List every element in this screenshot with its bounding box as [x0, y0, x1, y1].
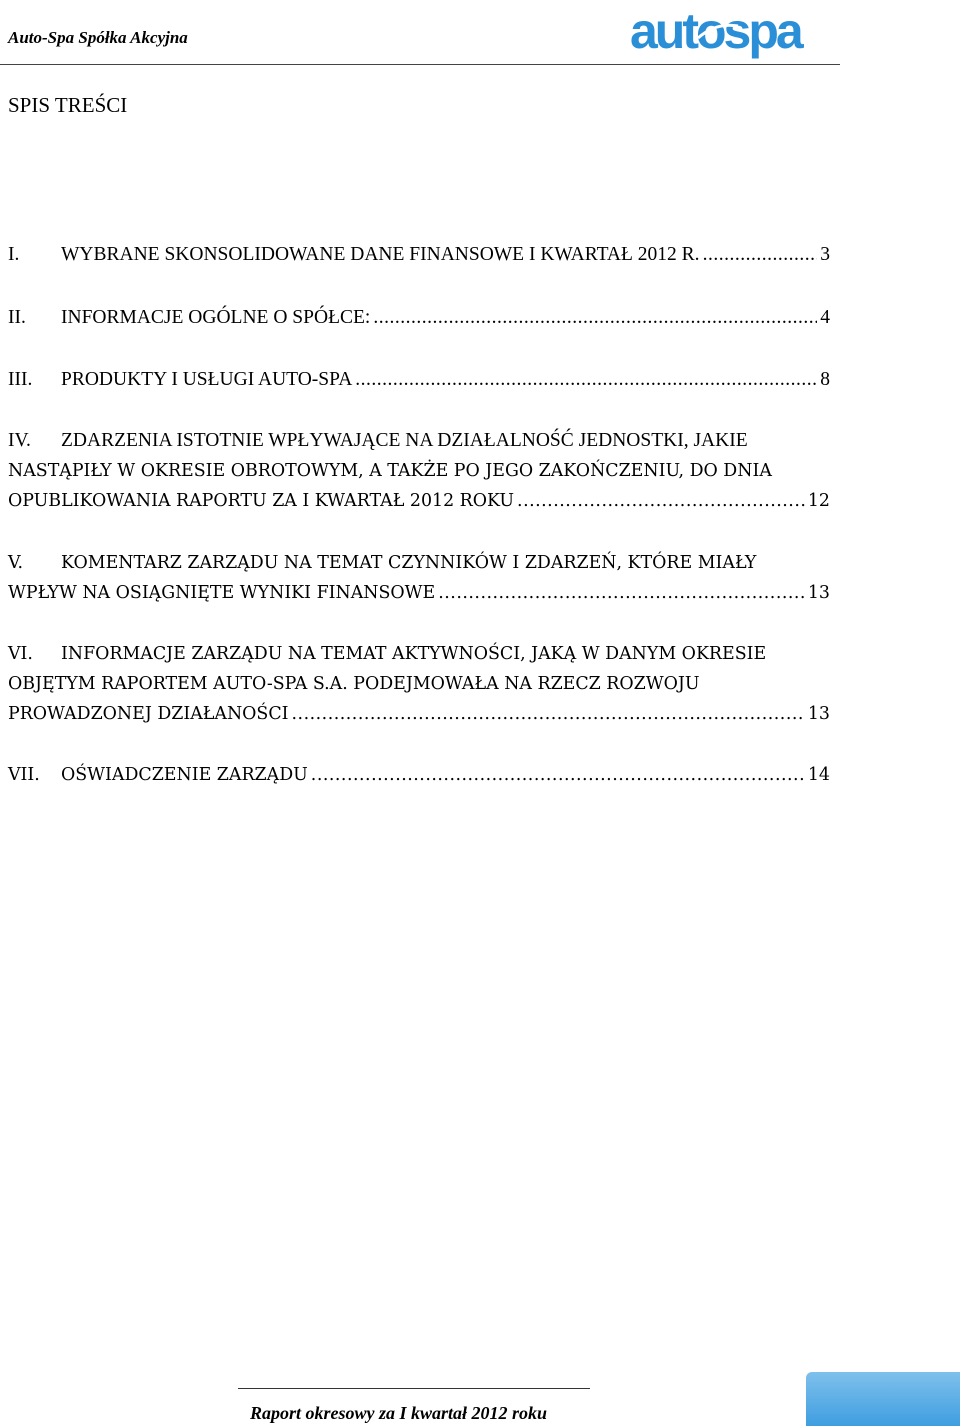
toc-entry-title: PRODUKTY I USŁUGI AUTO-SPA [61, 369, 353, 390]
dot-leader [517, 486, 805, 516]
footer-divider [238, 1388, 590, 1389]
toc-entry-title-continued: NASTĄPIŁY W OKRESIE OBROTOWYM, A TAKŻE PO JEGO ZAKOŃCZENIU, DO DNIA [8, 461, 772, 481]
header-divider [0, 64, 840, 65]
toc-entry-title: INFORMACJE ZARZĄDU NA TEMAT AKTYWNOŚCI, JAKĄ W DANYM OKRESIE [61, 644, 767, 664]
toc-entry-1[interactable] [8, 240, 830, 270]
toc-entry-3[interactable] [8, 365, 830, 395]
dot-leader [292, 699, 805, 729]
autospa-logo [628, 4, 824, 68]
toc-entry-page: 3 [820, 244, 830, 265]
dot-leader [355, 365, 817, 395]
toc-entry-title: INFORMACJE OGÓLNE O SPÓŁCE: [61, 307, 371, 328]
toc-entry-page: 13 [807, 583, 830, 603]
toc-entry-title-continued: PROWADZONEJ DZIAŁANOŚCI [8, 704, 289, 724]
toc-entry-page: 13 [807, 704, 830, 724]
toc-entry-6[interactable] [8, 639, 830, 729]
dot-leader [373, 303, 817, 333]
toc-entry-page: 8 [820, 369, 830, 390]
toc-entry-7[interactable] [8, 760, 830, 790]
toc-entry-page: 4 [820, 307, 830, 328]
dot-leader [311, 760, 805, 790]
footer-corner-tab [806, 1372, 960, 1426]
toc-entry-number: III. [8, 369, 33, 390]
toc-entry-number: V. [8, 553, 24, 573]
dot-leader [703, 240, 818, 270]
toc-entry-number: I. [8, 244, 20, 265]
toc-entry-number: VII. [8, 765, 40, 785]
logo-wordmark: autospa [630, 4, 801, 59]
toc-entry-5[interactable] [8, 548, 830, 608]
toc-entry-page: 14 [807, 765, 830, 785]
toc-title: SPIS TREŚCI [8, 93, 128, 117]
toc-entry-number: II. [8, 307, 26, 328]
toc-entry-title: ZDARZENIA ISTOTNIE WPŁYWAJĄCE NA DZIAŁALNOŚĆ JEDNOSTKI, JAKIE [61, 430, 748, 451]
toc-entry-4[interactable] [8, 426, 830, 516]
autospa-logo-graphic [628, 4, 824, 68]
toc-entry-title-continued: WPŁYW NA OSIĄGNIĘTE WYNIKI FINANSOWE [8, 583, 436, 603]
footer-report-title: Raport okresowy za I kwartał 2012 roku [250, 1403, 548, 1423]
toc-entry-number: VI. [8, 644, 33, 664]
toc-entry-2[interactable] [8, 303, 830, 333]
toc-entry-number: IV. [8, 430, 31, 451]
toc-entry-title-continued: OPUBLIKOWANIA RAPORTU ZA I KWARTAŁ 2012 ROKU [8, 491, 515, 511]
toc-entry-title: OŚWIADCZENIE ZARZĄDU [61, 765, 308, 785]
toc-entry-title: WYBRANE SKONSOLIDOWANE DANE FINANSOWE I KWARTAŁ 2012 R. [61, 244, 700, 265]
dot-leader [438, 578, 805, 608]
toc-entry-page: 12 [807, 491, 830, 511]
company-name: Auto-Spa Spółka Akcyjna [8, 28, 188, 47]
toc-entry-title-continued: OBJĘTYM RAPORTEM AUTO-SPA S.A. PODEJMOWAŁA NA RZECZ ROZWOJU [8, 674, 700, 694]
toc-entry-title: KOMENTARZ ZARZĄDU NA TEMAT CZYNNIKÓW I ZDARZEŃ, KTÓRE MIAŁY [61, 553, 757, 573]
